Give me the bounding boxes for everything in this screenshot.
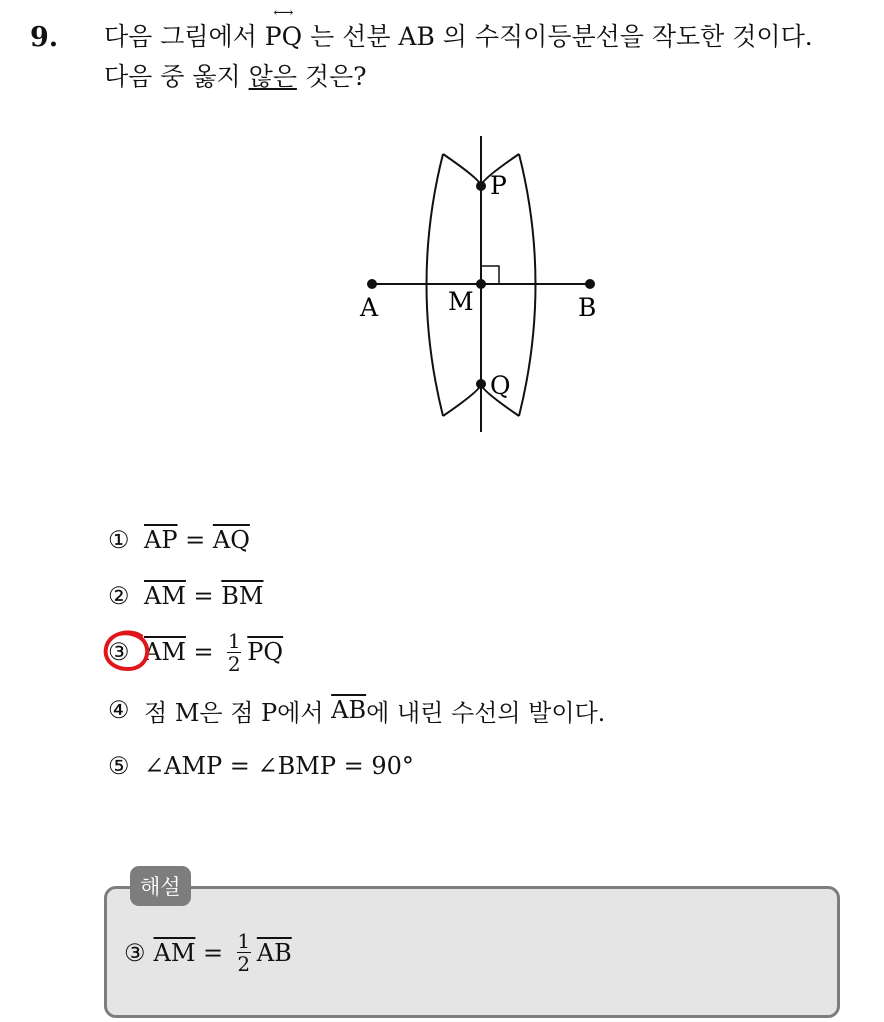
line-pq-symbol — [264, 5, 303, 54]
fraction-denominator: 2 — [227, 651, 241, 676]
fraction-half — [237, 930, 251, 975]
choice-text: 에 내린 수선의 발이다. — [366, 698, 606, 727]
choice-number: ② — [108, 582, 130, 610]
answer-circle-mark — [101, 628, 155, 676]
segment-label: $\overline{AP}$ — [144, 526, 178, 554]
equals-sign: = — [195, 938, 231, 967]
solution-number: ③ — [124, 938, 146, 967]
choice-5[interactable] — [108, 746, 414, 786]
choice-4[interactable] — [108, 690, 605, 730]
point-a — [367, 279, 377, 289]
double-arrow-icon: ⟷ — [273, 5, 294, 21]
red-circle-stroke — [106, 632, 147, 669]
solution-tab-label: 해설 — [140, 875, 181, 899]
label-q: Q — [490, 371, 511, 400]
solution-answer — [124, 930, 292, 975]
equals-sign: = — [185, 582, 222, 610]
segment-label: $\overline{AM}$ — [144, 638, 186, 666]
question-text-1b: 는 선분 AB 의 수직이등분선을 작도한 것이다. — [302, 22, 813, 51]
line-pq-label: PQ — [264, 22, 303, 51]
label-m: M — [448, 287, 474, 316]
question-text-2a: 다음 중 옳지 — [104, 62, 249, 91]
solution-tab — [130, 866, 191, 906]
segment-label: $\overline{AM}$ — [153, 938, 196, 967]
question-text-1a: 다음 그림에서 — [104, 22, 265, 51]
choice-1[interactable] — [108, 520, 250, 560]
fraction-numerator: 1 — [237, 929, 251, 953]
fraction-half — [227, 630, 241, 675]
point-p — [476, 181, 486, 191]
fraction-numerator: 1 — [227, 628, 241, 653]
choice-number: ① — [108, 526, 130, 554]
underlined-word: 않은 — [248, 62, 297, 91]
segment-label: $\overline{PQ}$ — [247, 638, 284, 666]
choice-text: ∠AMP = ∠BMP = 90° — [144, 752, 414, 780]
choice-number: ⑤ — [108, 752, 130, 780]
segment-label: $\overline{AB}$ — [331, 696, 367, 724]
choice-number: ③ — [108, 638, 130, 666]
equals-sign: = — [177, 526, 213, 554]
perpendicular-bisector-figure — [350, 130, 610, 440]
label-p: P — [490, 171, 507, 200]
equals-sign: = — [185, 638, 222, 666]
label-a: A — [360, 293, 379, 322]
fraction-denominator: 2 — [237, 952, 251, 976]
choice-text: 점 M은 점 P에서 — [144, 698, 332, 727]
point-m — [476, 279, 486, 289]
question-number: 9. — [30, 22, 59, 53]
choice-number: ④ — [108, 696, 130, 724]
choice-2[interactable] — [108, 576, 264, 616]
segment-label: $\overline{AQ}$ — [212, 526, 250, 554]
point-q — [476, 379, 486, 389]
segment-label: $\overline{AM}$ — [144, 582, 186, 610]
segment-label: $\overline{BM}$ — [221, 582, 264, 610]
label-b: B — [578, 293, 597, 322]
segment-label: $\overline{AB}$ — [256, 938, 292, 967]
point-b — [585, 279, 595, 289]
question-line-1 — [104, 5, 813, 54]
question-line-2 — [104, 60, 367, 94]
question-text-2b: 것은? — [296, 62, 367, 91]
